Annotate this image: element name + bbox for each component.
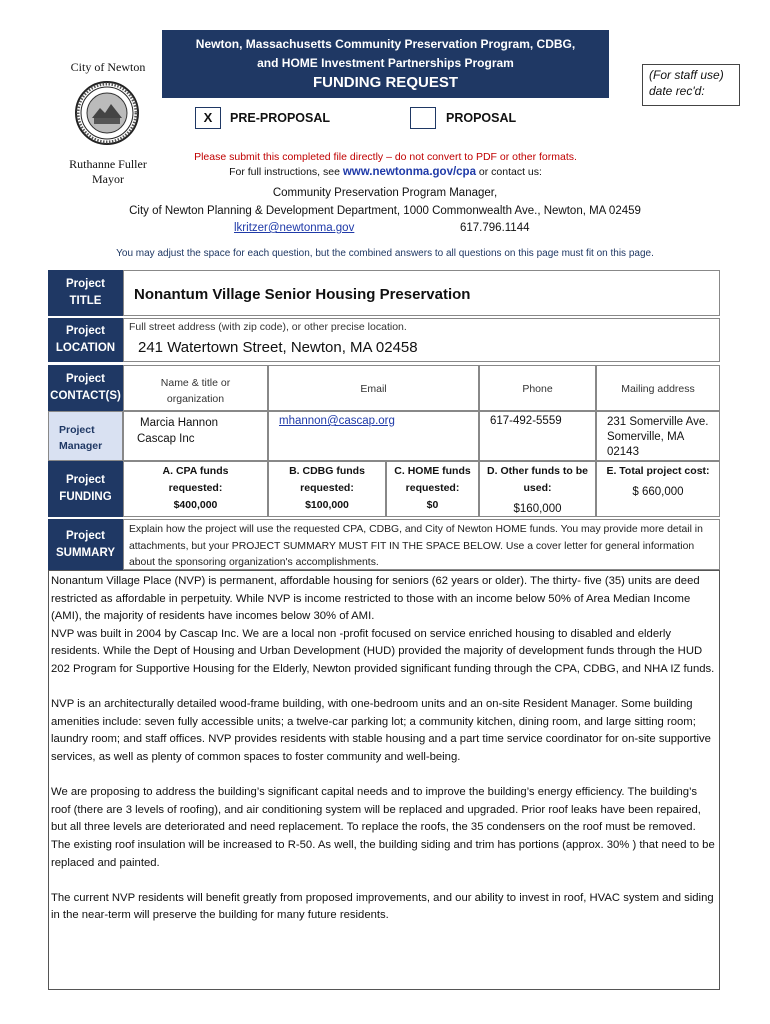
staff-use-label: (For staff use) — [649, 68, 724, 82]
website-link[interactable]: www.newtonma.gov/cpa — [342, 166, 476, 178]
contacts-label — [48, 365, 123, 411]
title-label-line-1: Project — [66, 278, 105, 290]
title-label-line-2: TITLE — [69, 295, 102, 307]
instructions-prefix: For full instructions, see — [229, 166, 343, 178]
other-funds-label-line-1: D. Other funds to be — [487, 465, 588, 477]
date-received-label: date rec'd: — [649, 84, 705, 98]
cdbg-funds-value: $100,000 — [305, 499, 349, 511]
summary-paragraph-3: NVP is an architecturally detailed wood-frame building, with one-bedroom units and an on-site Resident Manager. Some building amenities include: seven fully accessible units; a twelve-car parking lot; a community kitchen, dining room, and large sitting room; laundry room; and staff offices. NVP provides residents with stable housing and a part time service coordinator for on-site supportive services, as well as plenty of common spaces to foster community and well-being. — [51, 698, 711, 763]
summary-label — [48, 519, 123, 570]
total-cost-label: E. Total project cost: — [606, 465, 710, 477]
manager-organization: Cascap Inc — [137, 433, 195, 445]
city-name: City of Newton — [70, 60, 146, 74]
manager-address-line-3: 02143 — [607, 446, 639, 458]
manager-label-line-1: Project — [59, 424, 95, 436]
summary-paragraph-2: NVP was built in 2004 by Cascap Inc. We are a local non -profit focused on service enriched housing to disabled and elderly residents. While the Dept of Housing and Urban Development (HUD) provided the majority of development funds through the HUD 202 Program for Supportive Housing for the Elderly, Newton provided significant funding through the CPA, CDBG, and NHA IZ funds. — [51, 627, 715, 675]
cdbg-funds-label-line-1: B. CDBG funds — [289, 465, 365, 477]
city-seal-icon — [74, 80, 140, 146]
manager-phone: 617-492-5559 — [490, 415, 562, 427]
summary-hint-cell — [123, 519, 720, 570]
mayor-name: Ruthanne Fuller — [69, 157, 147, 171]
total-cost-cell[interactable] — [596, 461, 720, 517]
cpa-funds-label-line-2: requested: — [168, 482, 223, 494]
other-funds-cell[interactable] — [479, 461, 596, 517]
proposal-checkbox[interactable] — [410, 107, 436, 129]
contacts-label-line-1: Project — [65, 373, 105, 385]
summary-hint: Explain how the project will use the requested CPA, CDBG, and City of Newton HOME funds. You may provide more detail in attachments, but your PROJECT SUMMARY MUST FIT IN THE SPACE BELOW. Use a cover letter for general information about the sponsoring organization's accomplishments. — [129, 524, 703, 568]
title-field[interactable] — [123, 270, 720, 316]
other-funds-value: $160,000 — [513, 503, 562, 515]
cpa-funds-value: $400,000 — [173, 499, 218, 511]
instructions-suffix: or contact us: — [475, 166, 542, 178]
instructions-line — [162, 166, 609, 178]
manager-line: Community Preservation Program Manager, — [272, 187, 498, 199]
manager-label-line-2: Manager — [59, 440, 103, 452]
funding-label-line-1: Project — [65, 474, 105, 486]
email-column-header: Email — [268, 365, 479, 411]
manager-email-cell[interactable] — [268, 411, 479, 461]
manager-email-link[interactable]: mhannon@cascap.org — [279, 415, 395, 427]
banner-line-2: and HOME Investment Partnerships Program — [257, 56, 514, 70]
total-cost-value: $ 660,000 — [632, 486, 684, 498]
cpa-funds-cell[interactable] — [123, 461, 268, 517]
mailing-column-header: Mailing address — [596, 365, 720, 411]
location-label — [48, 318, 123, 362]
submit-instruction: Please submit this completed file directly – do not convert to PDF or other formats. — [194, 151, 577, 163]
home-funds-value: $0 — [426, 499, 439, 511]
summary-paragraph-1: Nonantum Village Place (NVP) is permanent, affordable housing for seniors (62 years or older). The thirty- five (35) units are deed restricted as affordable in perpetuity. While NVP is income restricted to those with an income below 50% of Area Median Income (AMI), the majority of residents have incomes below 30% of AMI. — [51, 575, 700, 623]
manager-name: Marcia Hannon — [140, 417, 218, 429]
location-field[interactable] — [123, 318, 720, 362]
home-funds-label-line-1: C. HOME funds — [394, 465, 471, 477]
mayor-block — [52, 157, 164, 187]
cdbg-funds-label-line-2: requested: — [300, 482, 354, 494]
location-label-line-1: Project — [65, 325, 105, 337]
manager-address-line-2: Somerville, MA — [607, 431, 685, 443]
project-location-value: 241 Watertown Street, Newton, MA 02458 — [138, 339, 418, 356]
project-title-value: Nonantum Village Senior Housing Preservation — [134, 286, 471, 303]
other-funds-label-line-2: used: — [523, 482, 552, 494]
cpa-funds-label-line-1: A. CPA funds — [162, 465, 229, 477]
summary-label-line-2: SUMMARY — [56, 546, 115, 559]
summary-paragraph-5: The current NVP residents will benefit greatly from proposed improvements, and our ability to invest in roof, HVAC system and siding in the near-term will preserve the building for many future residents. — [51, 891, 714, 922]
manager-label — [48, 411, 123, 461]
home-funds-cell[interactable] — [386, 461, 479, 517]
phone-column-header: Phone — [479, 365, 596, 411]
funding-label-line-2: FUNDING — [59, 491, 112, 503]
banner-title: FUNDING REQUEST — [312, 74, 458, 91]
department-line: City of Newton Planning & Development Department, 1000 Commonwealth Ave., Newton, MA 02459 — [129, 205, 641, 217]
header-banner — [162, 30, 609, 98]
manager-address-cell[interactable] — [596, 411, 720, 461]
manager-address-line-1: 231 Somerville Ave. — [607, 416, 709, 428]
manager-phone-cell[interactable] — [479, 411, 596, 461]
pre-proposal-label: PRE-PROPOSAL — [230, 111, 331, 125]
cdbg-funds-cell[interactable] — [268, 461, 386, 517]
banner-line-1: Newton, Massachusetts Community Preservation Program, CDBG, — [195, 37, 576, 51]
contact-email-link[interactable]: lkritzer@newtonma.gov — [234, 222, 355, 234]
summary-text-area[interactable] — [48, 570, 720, 990]
mayor-title: Mayor — [92, 172, 124, 186]
location-label-line-2: LOCATION — [55, 342, 116, 354]
home-funds-label-line-2: requested: — [405, 482, 460, 494]
funding-label — [48, 461, 123, 517]
pre-proposal-checkbox[interactable]: X — [195, 107, 221, 129]
location-hint: Full street address (with zip code), or other precise location. — [129, 321, 407, 333]
name-column-header: Name & title or organization — [123, 365, 268, 411]
summary-label-line-1: Project — [66, 529, 105, 542]
contacts-label-line-2: CONTACT(S) — [50, 390, 121, 402]
contact-phone: 617.796.1144 — [460, 222, 530, 234]
proposal-label: PROPOSAL — [446, 111, 517, 125]
title-label — [48, 270, 123, 316]
manager-name-cell[interactable] — [123, 411, 268, 461]
staff-use-box — [642, 64, 740, 106]
space-note: You may adjust the space for each question, but the combined answers to all questions on this page must fit on this page. — [116, 248, 654, 259]
summary-paragraph-4: We are proposing to address the building’s significant capital needs and to improve the building’s energy efficiency. The building’s roof (there are 3 levels of roofing), and air conditioning system will be replaced and upgraded. Prior roof leaks have been repaired, but all three levels are deteriorated and need replacement. To replace the roofs, the 35 condensers on the roof must be removed. The existing roof insulation will be increased to R-50. As well, the building siding and trim has portions (approx. 30% ) that need to be replaced and painted. — [51, 786, 715, 869]
